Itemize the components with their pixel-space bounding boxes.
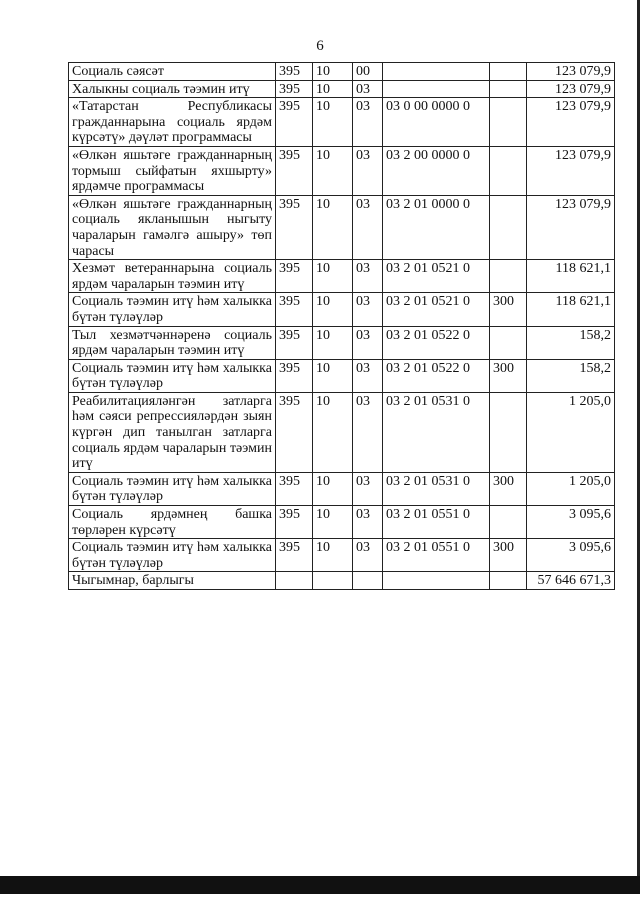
table-row [69,472,615,505]
cell-ved [276,572,313,590]
cell-amount: 123 079,9 [527,80,615,98]
cell-rz: 10 [313,260,353,293]
cell-ved: 395 [276,260,313,293]
table-body [69,63,615,590]
cell-vr [490,146,527,195]
table-row [69,392,615,472]
cell-rz: 10 [313,63,353,81]
cell-vr [490,63,527,81]
cell-ved: 395 [276,472,313,505]
cell-csr: 03 2 01 0531 0 [383,472,490,505]
cell-pr: 03 [353,539,383,572]
cell-ved: 395 [276,392,313,472]
cell-rz: 10 [313,80,353,98]
cell-vr [490,506,527,539]
cell-csr: 03 2 01 0000 0 [383,195,490,259]
cell-rz: 10 [313,472,353,505]
cell-amount: 3 095,6 [527,506,615,539]
cell-pr [353,572,383,590]
cell-rz [313,572,353,590]
cell-name: Социаль тәэмин итү һәм халыкка бүтән түләүләр [69,359,276,392]
table-row [69,506,615,539]
cell-pr: 00 [353,63,383,81]
cell-pr: 03 [353,80,383,98]
cell-vr [490,326,527,359]
table-row [69,195,615,259]
table-row [69,293,615,326]
table-row [69,359,615,392]
cell-name: Социаль тәэмин итү һәм халыкка бүтән түләүләр [69,472,276,505]
cell-amount: 123 079,9 [527,146,615,195]
cell-rz: 10 [313,195,353,259]
cell-amount: 123 079,9 [527,63,615,81]
cell-ved: 395 [276,326,313,359]
cell-amount: 123 079,9 [527,98,615,147]
cell-pr: 03 [353,293,383,326]
table-row [69,146,615,195]
table-row [69,80,615,98]
cell-ved: 395 [276,539,313,572]
cell-csr: 03 2 01 0531 0 [383,392,490,472]
cell-amount: 123 079,9 [527,195,615,259]
budget-table [68,62,615,590]
cell-amount: 118 621,1 [527,293,615,326]
cell-rz: 10 [313,392,353,472]
cell-csr: 03 2 01 0551 0 [383,506,490,539]
cell-rz: 10 [313,326,353,359]
table-row [69,260,615,293]
cell-pr: 03 [353,359,383,392]
cell-pr: 03 [353,195,383,259]
cell-name: Социаль сәясәт [69,63,276,81]
page-number: 6 [316,38,324,54]
table-row [69,539,615,572]
cell-amount: 57 646 671,3 [527,572,615,590]
cell-pr: 03 [353,506,383,539]
cell-name: Социаль тәэмин итү һәм халыкка бүтән түләүләр [69,539,276,572]
cell-pr: 03 [353,326,383,359]
cell-rz: 10 [313,146,353,195]
cell-ved: 395 [276,80,313,98]
scan-bottom-bar [0,876,640,894]
cell-ved: 395 [276,98,313,147]
cell-vr [490,572,527,590]
cell-vr [490,392,527,472]
cell-rz: 10 [313,293,353,326]
cell-amount: 3 095,6 [527,539,615,572]
cell-csr: 03 2 01 0522 0 [383,359,490,392]
cell-pr: 03 [353,260,383,293]
cell-csr [383,63,490,81]
cell-name: Реабилитацияләнгән затларга һәм сәяси репрессияләрдән зыян күргән дип танылган затларга социаль ярдәм чараларын тәэмин итү [69,392,276,472]
cell-rz: 10 [313,539,353,572]
cell-name: Социаль тәэмин итү һәм халыкка бүтән түләүләр [69,293,276,326]
cell-name: Чыгымнар, барлыгы [69,572,276,590]
cell-vr [490,98,527,147]
cell-vr [490,80,527,98]
cell-name: Социаль ярдәмнең башка төрләрен күрсәтү [69,506,276,539]
cell-rz: 10 [313,359,353,392]
cell-ved: 395 [276,293,313,326]
cell-ved: 395 [276,359,313,392]
table-row [69,326,615,359]
cell-name: «Өлкән яшьтәге гражданнарның тормыш сыйфатын яхшырту» ярдәмче программасы [69,146,276,195]
cell-csr: 03 2 01 0521 0 [383,293,490,326]
cell-rz: 10 [313,506,353,539]
cell-csr: 03 0 00 0000 0 [383,98,490,147]
cell-pr: 03 [353,472,383,505]
cell-ved: 395 [276,506,313,539]
cell-pr: 03 [353,98,383,147]
cell-name: «Өлкән яшьтәге гражданнарның социаль якланышын ныгыту чараларын гамәлгә ашыру» төп чарасы [69,195,276,259]
cell-pr: 03 [353,146,383,195]
cell-name: «Татарстан Республикасы гражданнарына социаль ярдәм күрсәтү» дәүләт программасы [69,98,276,147]
cell-vr [490,260,527,293]
cell-name: Хезмәт ветераннарына социаль ярдәм чараларын тәэмин итү [69,260,276,293]
cell-csr: 03 2 00 0000 0 [383,146,490,195]
cell-ved: 395 [276,63,313,81]
table-row [69,98,615,147]
cell-csr [383,80,490,98]
cell-amount: 158,2 [527,326,615,359]
cell-vr: 300 [490,359,527,392]
table-row [69,63,615,81]
cell-vr: 300 [490,539,527,572]
cell-vr: 300 [490,472,527,505]
cell-amount: 1 205,0 [527,392,615,472]
cell-vr: 300 [490,293,527,326]
cell-ved: 395 [276,146,313,195]
cell-rz: 10 [313,98,353,147]
cell-csr: 03 2 01 0521 0 [383,260,490,293]
cell-csr: 03 2 01 0522 0 [383,326,490,359]
table-row [69,572,615,590]
cell-name: Тыл хезмәтчәннәренә социаль ярдәм чараларын тәэмин итү [69,326,276,359]
cell-ved: 395 [276,195,313,259]
cell-amount: 1 205,0 [527,472,615,505]
cell-pr: 03 [353,392,383,472]
cell-amount: 118 621,1 [527,260,615,293]
cell-amount: 158,2 [527,359,615,392]
cell-csr [383,572,490,590]
cell-name: Халыкны социаль тәэмин итү [69,80,276,98]
cell-csr: 03 2 01 0551 0 [383,539,490,572]
cell-vr [490,195,527,259]
